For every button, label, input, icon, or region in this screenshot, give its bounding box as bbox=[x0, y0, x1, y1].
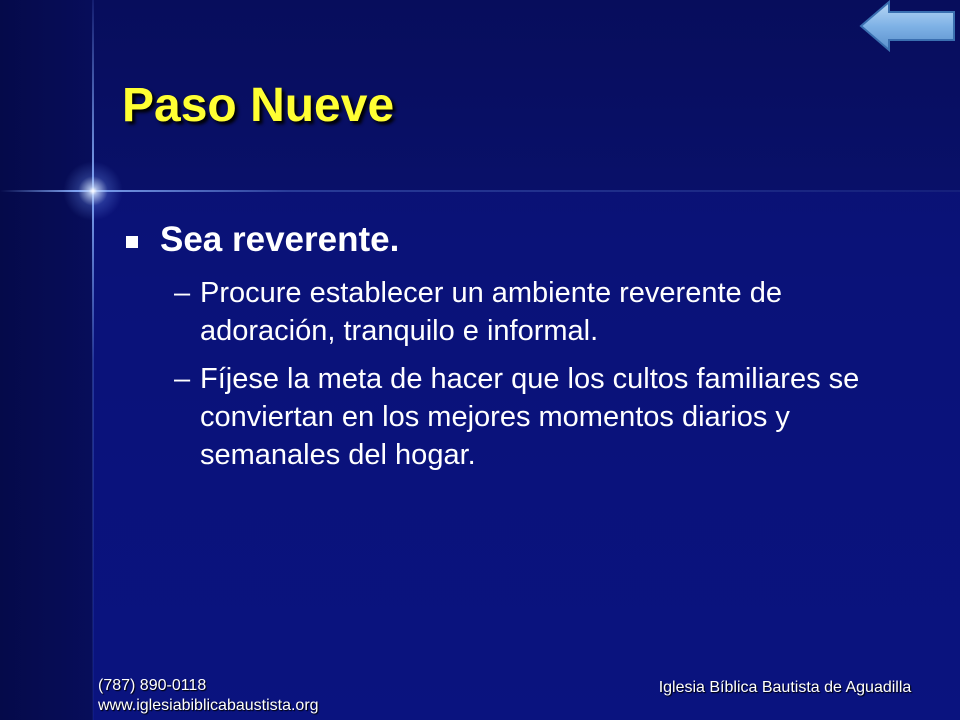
sub-bullet-text: Fíjese la meta de hacer que los cultos familiares se conviertan en los mejores momentos diarios y semanales del hogar. bbox=[200, 363, 860, 471]
sub-bullet-item bbox=[174, 360, 940, 474]
back-button[interactable] bbox=[857, 0, 957, 52]
slide-title: Paso Nueve bbox=[122, 79, 395, 132]
dash-bullet: – bbox=[174, 277, 191, 309]
dash-bullet: – bbox=[174, 363, 191, 395]
footer-church-name: Iglesia Bíblica Bautista de Aguadilla bbox=[658, 679, 912, 696]
sub-bullet-list bbox=[120, 274, 940, 474]
left-column-decoration bbox=[0, 0, 93, 720]
bullet-item bbox=[120, 218, 940, 262]
vertical-accent-line bbox=[92, 0, 94, 720]
footer-website: www.iglesiabiblicabaustista.org bbox=[98, 697, 319, 714]
left-arrow-icon bbox=[857, 0, 957, 52]
square-bullet-icon bbox=[126, 236, 138, 248]
sub-bullet-text: Procure establecer un ambiente reverente de adoración, tranquilo e informal. bbox=[200, 277, 782, 347]
sub-bullet-item bbox=[174, 274, 940, 350]
footer-phone: (787) 890-0118 bbox=[98, 677, 207, 694]
bullet-text: Sea reverente. bbox=[160, 220, 400, 259]
slide-body bbox=[120, 218, 940, 484]
footer-contact bbox=[98, 676, 319, 716]
horizontal-accent-line bbox=[0, 190, 960, 192]
